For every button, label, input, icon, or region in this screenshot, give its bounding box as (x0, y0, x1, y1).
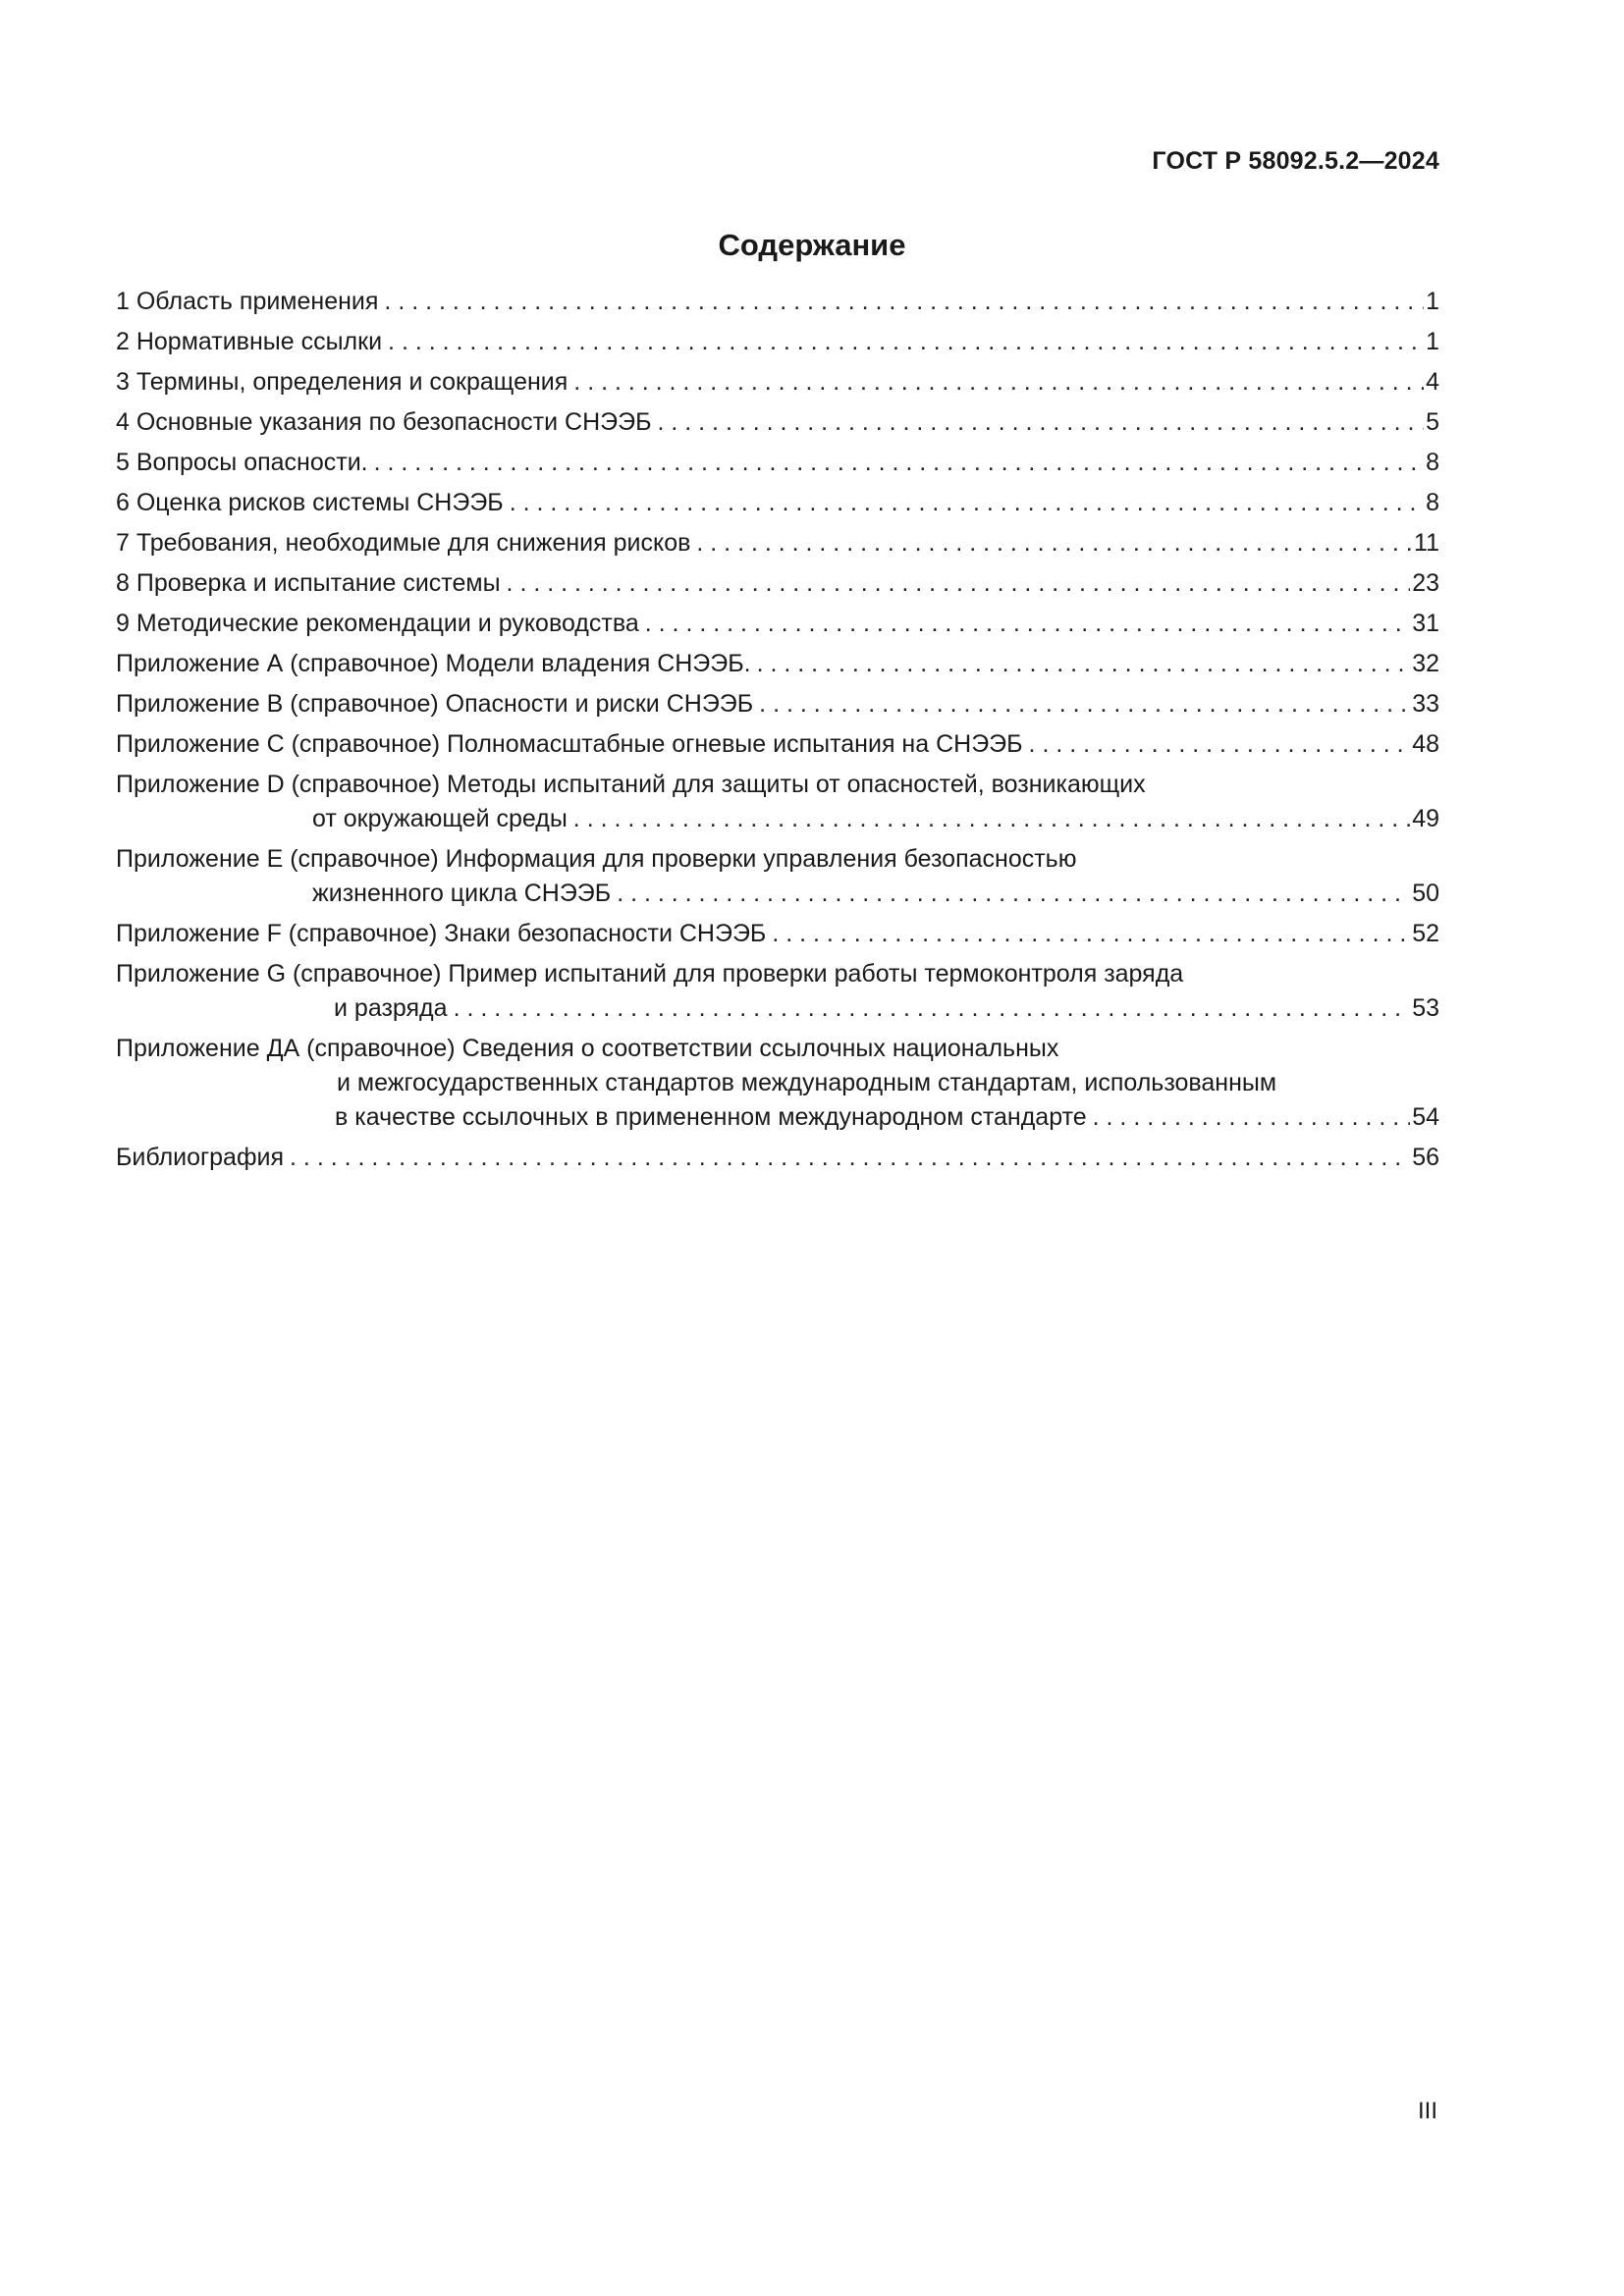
toc-entry-first-line: Приложение ДА (справочное) Сведения о соответствии ссылочных национальных (116, 1035, 1059, 1062)
toc-page-number: 23 (1412, 569, 1439, 597)
toc-entry[interactable] (116, 647, 1439, 681)
toc-leader-dots (374, 446, 1424, 480)
toc-page-number: 8 (1426, 449, 1439, 476)
toc-entry[interactable] (116, 957, 1439, 1026)
toc-leader-dots (1029, 727, 1411, 762)
toc-entry[interactable] (116, 842, 1439, 911)
toc-leader-dots (573, 802, 1410, 836)
toc-entry-label: в качестве ссылочных в примененном международном стандарте (335, 1103, 1087, 1131)
toc-entry-first-line: Приложение Е (справочное) Информация для проверки управления безопасностью (116, 845, 1077, 873)
toc-entry-continuation-line: и межгосударственных стандартов международным стандартам, использованным (337, 1069, 1277, 1096)
toc-leader-dots (454, 991, 1411, 1026)
toc-page-number: 54 (1412, 1103, 1439, 1131)
toc-entry-first-line: Приложение G (справочное) Пример испытаний для проверки работы термоконтроля заряда (116, 960, 1184, 988)
toc-page-number: 48 (1412, 730, 1439, 758)
toc-leader-dots (290, 1141, 1410, 1175)
toc-entry-label: 3 Термины, определения и сокращения (116, 368, 568, 396)
toc-entry[interactable] (116, 526, 1439, 561)
toc-entry[interactable] (116, 486, 1439, 520)
toc-entry[interactable] (116, 325, 1439, 359)
toc-leader-dots (759, 687, 1410, 721)
toc-page-number: 50 (1412, 880, 1439, 907)
toc-entry-label: Приложение F (справочное) Знаки безопасности СНЭЭБ (116, 920, 767, 947)
toc-entry-label: 8 Проверка и испытание системы (116, 569, 501, 597)
toc-entry[interactable] (116, 365, 1439, 400)
toc-entry-first-line: Приложение D (справочное) Методы испытаний для защиты от опасностей, возникающих (116, 771, 1146, 798)
toc-page-number: 33 (1412, 690, 1439, 718)
toc-page-number: 53 (1412, 994, 1439, 1022)
toc-entry-label: 7 Требования, необходимые для снижения рисков (116, 529, 691, 557)
toc-page-number: 52 (1412, 920, 1439, 947)
toc-leader-dots (384, 285, 1424, 319)
toc-leader-dots (573, 365, 1424, 400)
toc-entry[interactable] (116, 687, 1439, 721)
toc-leader-dots (757, 647, 1411, 681)
toc-leader-dots (772, 917, 1410, 951)
page-number: III (1417, 2098, 1437, 2124)
toc-leader-dots (388, 325, 1424, 359)
toc-entry-label: Библиография (116, 1144, 285, 1171)
toc-leader-dots (645, 607, 1410, 641)
toc-entry-label: Приложение А (справочное) Модели владения СНЭЭБ. (116, 650, 751, 677)
toc-page-number: 8 (1426, 489, 1439, 516)
toc-entry-label: 1 Область применения (116, 288, 379, 315)
toc-entry[interactable] (116, 1141, 1439, 1175)
toc-leader-dots (1093, 1100, 1411, 1135)
toc-leader-dots (617, 877, 1410, 911)
toc-leader-dots (696, 526, 1412, 561)
toc-page-number: 49 (1412, 805, 1439, 832)
toc-entry[interactable] (116, 768, 1439, 836)
toc-leader-dots (657, 405, 1424, 440)
toc-page-number: 4 (1426, 368, 1439, 396)
toc-page-number: 56 (1412, 1144, 1439, 1171)
toc-leader-dots (510, 486, 1424, 520)
toc-entry[interactable] (116, 917, 1439, 951)
toc-page-number: 31 (1412, 610, 1439, 637)
toc-entry-label: от окружающей среды (312, 805, 568, 832)
toc-entry[interactable] (116, 285, 1439, 319)
toc-entry[interactable] (116, 607, 1439, 641)
toc-page-number: 32 (1412, 650, 1439, 677)
toc-entry-label: 4 Основные указания по безопасности СНЭЭБ (116, 408, 652, 436)
toc-title: Содержание (718, 228, 906, 262)
toc-page-number: 11 (1414, 529, 1439, 557)
toc-entry[interactable] (116, 566, 1439, 601)
toc-page-number: 1 (1426, 288, 1439, 315)
toc-entry-label: 9 Методические рекомендации и руководства (116, 610, 639, 637)
document-code: ГОСТ Р 58092.5.2—2024 (1152, 147, 1439, 175)
toc-entry-label: Приложение В (справочное) Опасности и риски СНЭЭБ (116, 690, 754, 718)
toc-leader-dots (507, 566, 1411, 601)
toc-entry[interactable] (116, 727, 1439, 762)
toc-entry-label: Приложение С (справочное) Полномасштабные огневые испытания на СНЭЭБ (116, 730, 1023, 758)
toc-entry-label: и разряда (334, 994, 448, 1022)
toc-entry-label: 2 Нормативные ссылки (116, 328, 383, 355)
toc-entry[interactable] (116, 405, 1439, 440)
table-of-contents (116, 285, 1439, 1181)
toc-page-number: 1 (1426, 328, 1439, 355)
toc-entry[interactable] (116, 1032, 1439, 1135)
toc-entry[interactable] (116, 446, 1439, 480)
toc-entry-label: 6 Оценка рисков системы СНЭЭБ (116, 489, 504, 516)
toc-entry-label: жизненного цикла СНЭЭБ (312, 880, 612, 907)
toc-entry-label: 5 Вопросы опасности. (116, 449, 368, 476)
toc-page-number: 5 (1426, 408, 1439, 436)
